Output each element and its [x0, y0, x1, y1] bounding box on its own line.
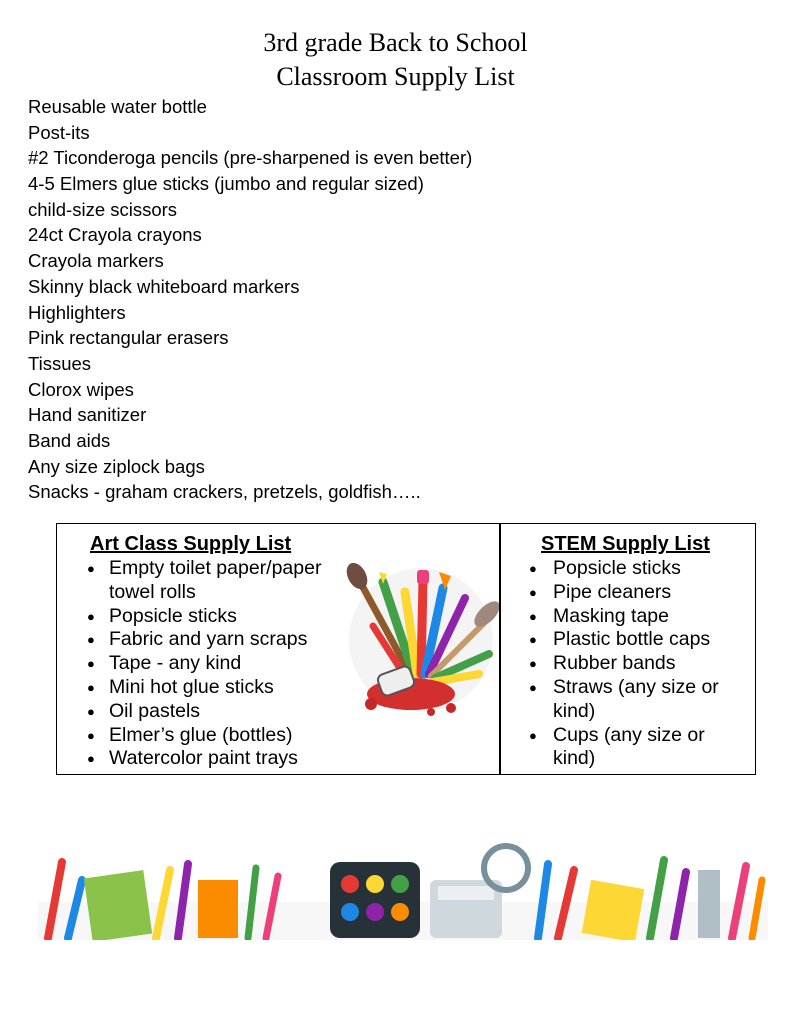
list-item: ● Mini hot glue sticks	[87, 676, 327, 700]
list-item: #2 Ticonderoga pencils (pre-sharpened is even better)	[28, 147, 473, 169]
list-item: Pink rectangular erasers	[28, 327, 229, 349]
list-item: Any size ziplock bags	[28, 455, 205, 477]
list-item: Skinny black whiteboard markers	[28, 275, 300, 297]
list-item: Band aids	[28, 429, 111, 451]
list-item: ● Straws (any size or kind)	[529, 676, 739, 724]
list-item: ● Empty toilet paper/paper towel rolls	[87, 557, 327, 605]
list-item: ● Watercolor paint trays	[87, 747, 327, 771]
list-item: 4-5 Elmers glue sticks (jumbo and regular sized)	[28, 173, 424, 195]
list-item: Tissues	[28, 352, 92, 374]
list-item: ● Oil pastels	[87, 700, 327, 724]
art-heading: Art Class Supply List	[90, 533, 292, 555]
list-item: 24ct Crayola crayons	[28, 224, 202, 246]
list-item: ● Masking tape	[529, 605, 739, 629]
list-item: Post-its	[28, 121, 90, 143]
list-item: Highlighters	[28, 301, 126, 323]
list-item: ● Rubber bands	[529, 652, 739, 676]
list-item: ● Fabric and yarn scraps	[87, 628, 327, 652]
list-item: Reusable water bottle	[28, 96, 207, 117]
stem-supply-list	[529, 557, 739, 771]
school-supplies-banner	[38, 840, 768, 940]
title-line-2: Classroom Supply List	[276, 62, 515, 91]
art-supplies-illustration	[339, 562, 499, 722]
list-item: ● Popsicle sticks	[529, 557, 739, 581]
list-item: Snacks - graham crackers, pretzels, goldfish…..	[28, 481, 421, 503]
list-item: ● Tape - any kind	[87, 652, 327, 676]
stem-heading: STEM Supply List	[541, 533, 710, 555]
list-item: ● Popsicle sticks	[87, 605, 327, 629]
list-item: ● Pipe cleaners	[529, 581, 739, 605]
list-item: Clorox wipes	[28, 378, 134, 400]
title-line-1: 3rd grade Back to School	[263, 28, 528, 57]
list-item: ● Cups (any size or kind)	[529, 724, 739, 772]
list-item: Hand sanitizer	[28, 404, 147, 426]
supply-list	[28, 94, 472, 505]
art-supply-list	[87, 557, 327, 771]
page-title	[0, 26, 791, 94]
list-item: ● Elmer’s glue (bottles)	[87, 724, 327, 748]
column-divider	[499, 524, 501, 774]
list-item: ● Plastic bottle caps	[529, 628, 739, 652]
list-item: Crayola markers	[28, 250, 164, 272]
list-item: child-size scissors	[28, 198, 178, 220]
special-supplies-table	[56, 523, 756, 775]
